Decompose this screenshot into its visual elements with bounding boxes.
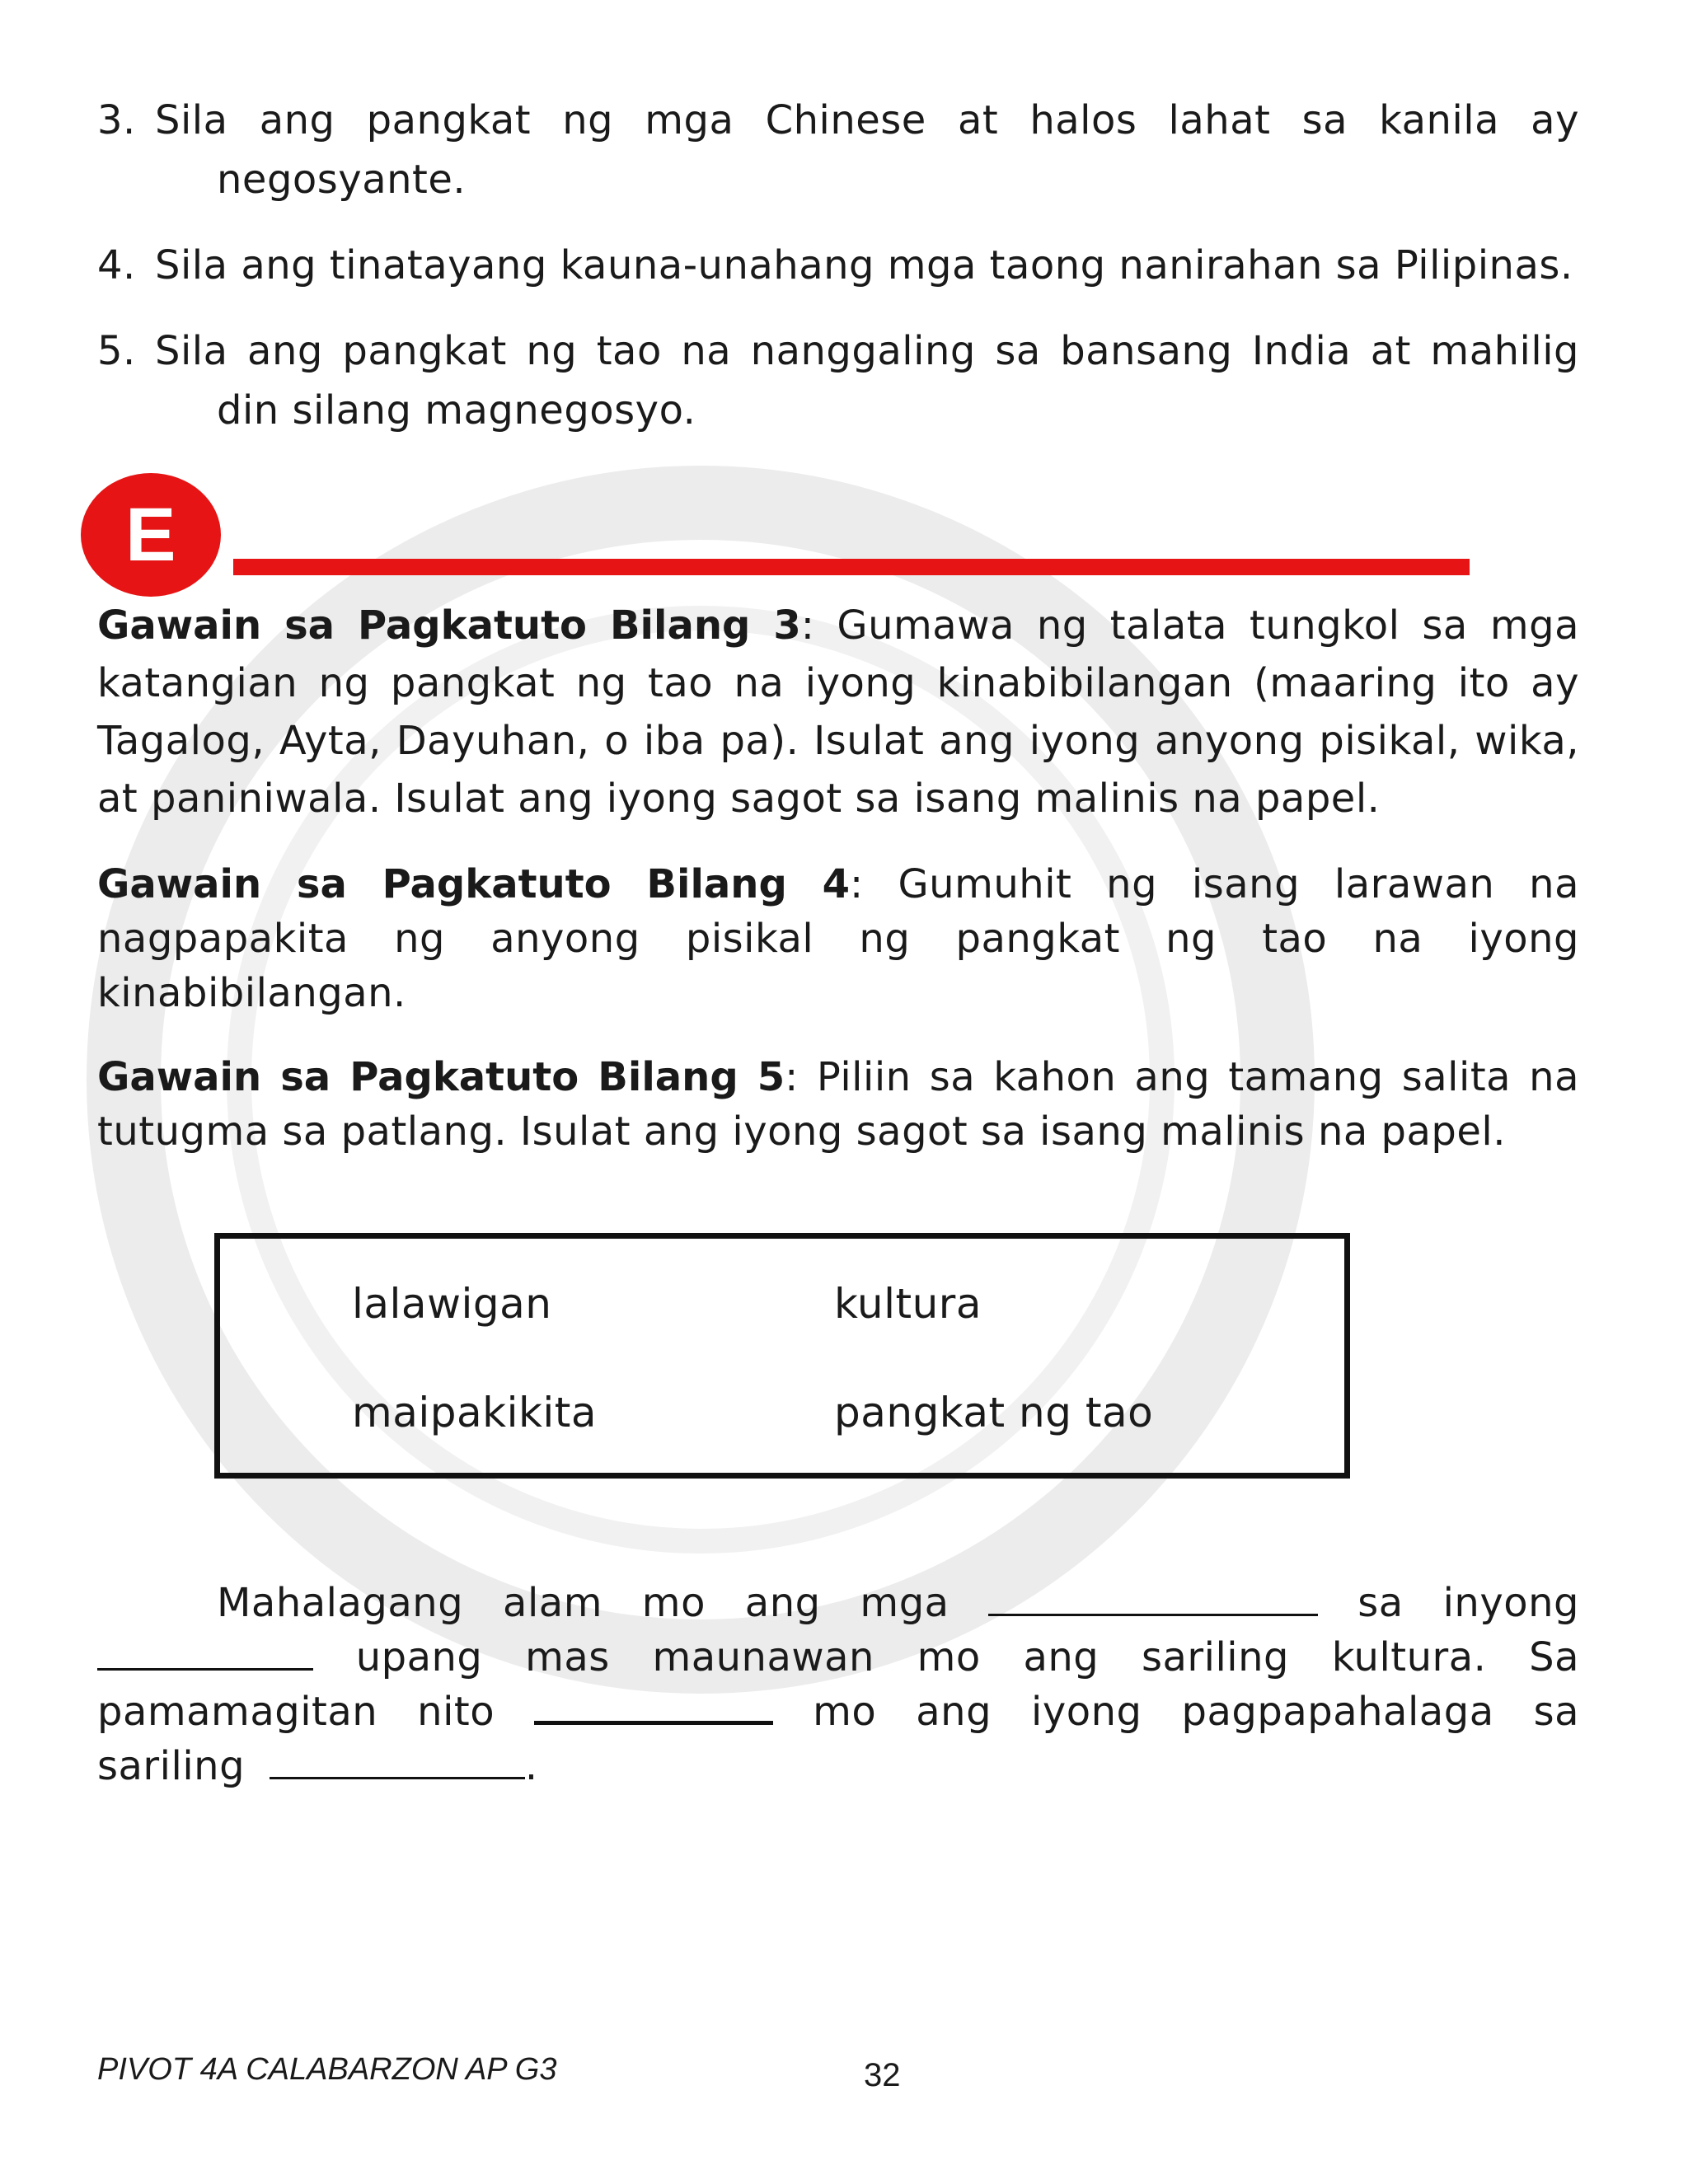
answer-blank[interactable] [988,1581,1318,1616]
word-option: maipakikita [352,1389,598,1436]
fill-text: upang mas maunawan mo ang sariling kultura. Sa pamamagitan nito [97,1634,1579,1735]
answer-blank[interactable] [270,1744,525,1779]
fill-text: . [524,1743,538,1789]
activity-title: Gawain sa Pagkatuto Bilang 4 [97,861,850,907]
activity-4 [97,857,1579,1020]
answer-blank[interactable] [534,1688,773,1725]
section-header-e [85,473,1579,597]
item-text: Sila ang pangkat ng tao na nanggaling sa bansang India at mahilig din silang magnegosyo. [155,328,1579,434]
list-item-3 [97,91,1579,209]
page-number: 32 [864,2057,901,2093]
activity-title: Gawain sa Pagkatuto Bilang 5 [97,1054,785,1100]
activity-5 [97,1050,1579,1159]
activity-text: : Gumuhit ng isang larawan na nagpapakita ng anyong pisikal ng pangkat ng tao na iyong kinabibilangan. [97,861,1579,1016]
item-text: Sila ang tinatayang kauna-unahang mga taong nanirahan sa Pilipinas. [155,242,1573,288]
word-option: kultura [834,1280,982,1328]
item-text: Sila ang pangkat ng mga Chinese at halos lahat sa kanila ay negosyante. [155,97,1579,203]
activity-text: : Gumawa ng talata tungkol sa mga katangian ng pangkat ng tao na iyong kinabibilangan (maaring ito ay Tagalog, Ayta, Dayuhan, o iba pa). Isulat ang iyong anyong pisikal, wika, at paniniwala. Isulat ang iyong sagot sa isang malinis na papel. [97,602,1579,822]
section-divider [233,559,1470,575]
page-content [97,91,1579,1833]
fill-in-paragraph [97,1576,1579,1793]
section-letter-badge: E [81,473,221,597]
list-item-4 [97,236,1579,295]
activity-3 [97,597,1579,827]
list-item-5 [97,321,1579,440]
item-number: 4. [97,242,136,288]
answer-blank[interactable] [97,1635,313,1671]
word-option: lalawigan [352,1280,552,1328]
page-footer [97,2052,1581,2102]
activity-text: : Piliin sa kahon ang tamang salita na tutugma sa patlang. Isulat ang iyong sagot sa isang malinis na papel. [97,1054,1579,1155]
word-choice-box [214,1233,1350,1479]
item-number: 3. [97,97,136,143]
fill-text: mo ang iyong pagpapahalaga sa sariling [97,1689,1580,1789]
word-option: pangkat ng tao [834,1389,1154,1436]
item-number: 5. [97,328,136,374]
activity-title: Gawain sa Pagkatuto Bilang 3 [97,602,801,649]
footer-label: PIVOT 4A CALABARZON AP G3 [97,2052,557,2087]
fill-text: sa inyong [1357,1580,1579,1626]
fill-text: Mahalagang alam mo ang mga [217,1580,950,1626]
